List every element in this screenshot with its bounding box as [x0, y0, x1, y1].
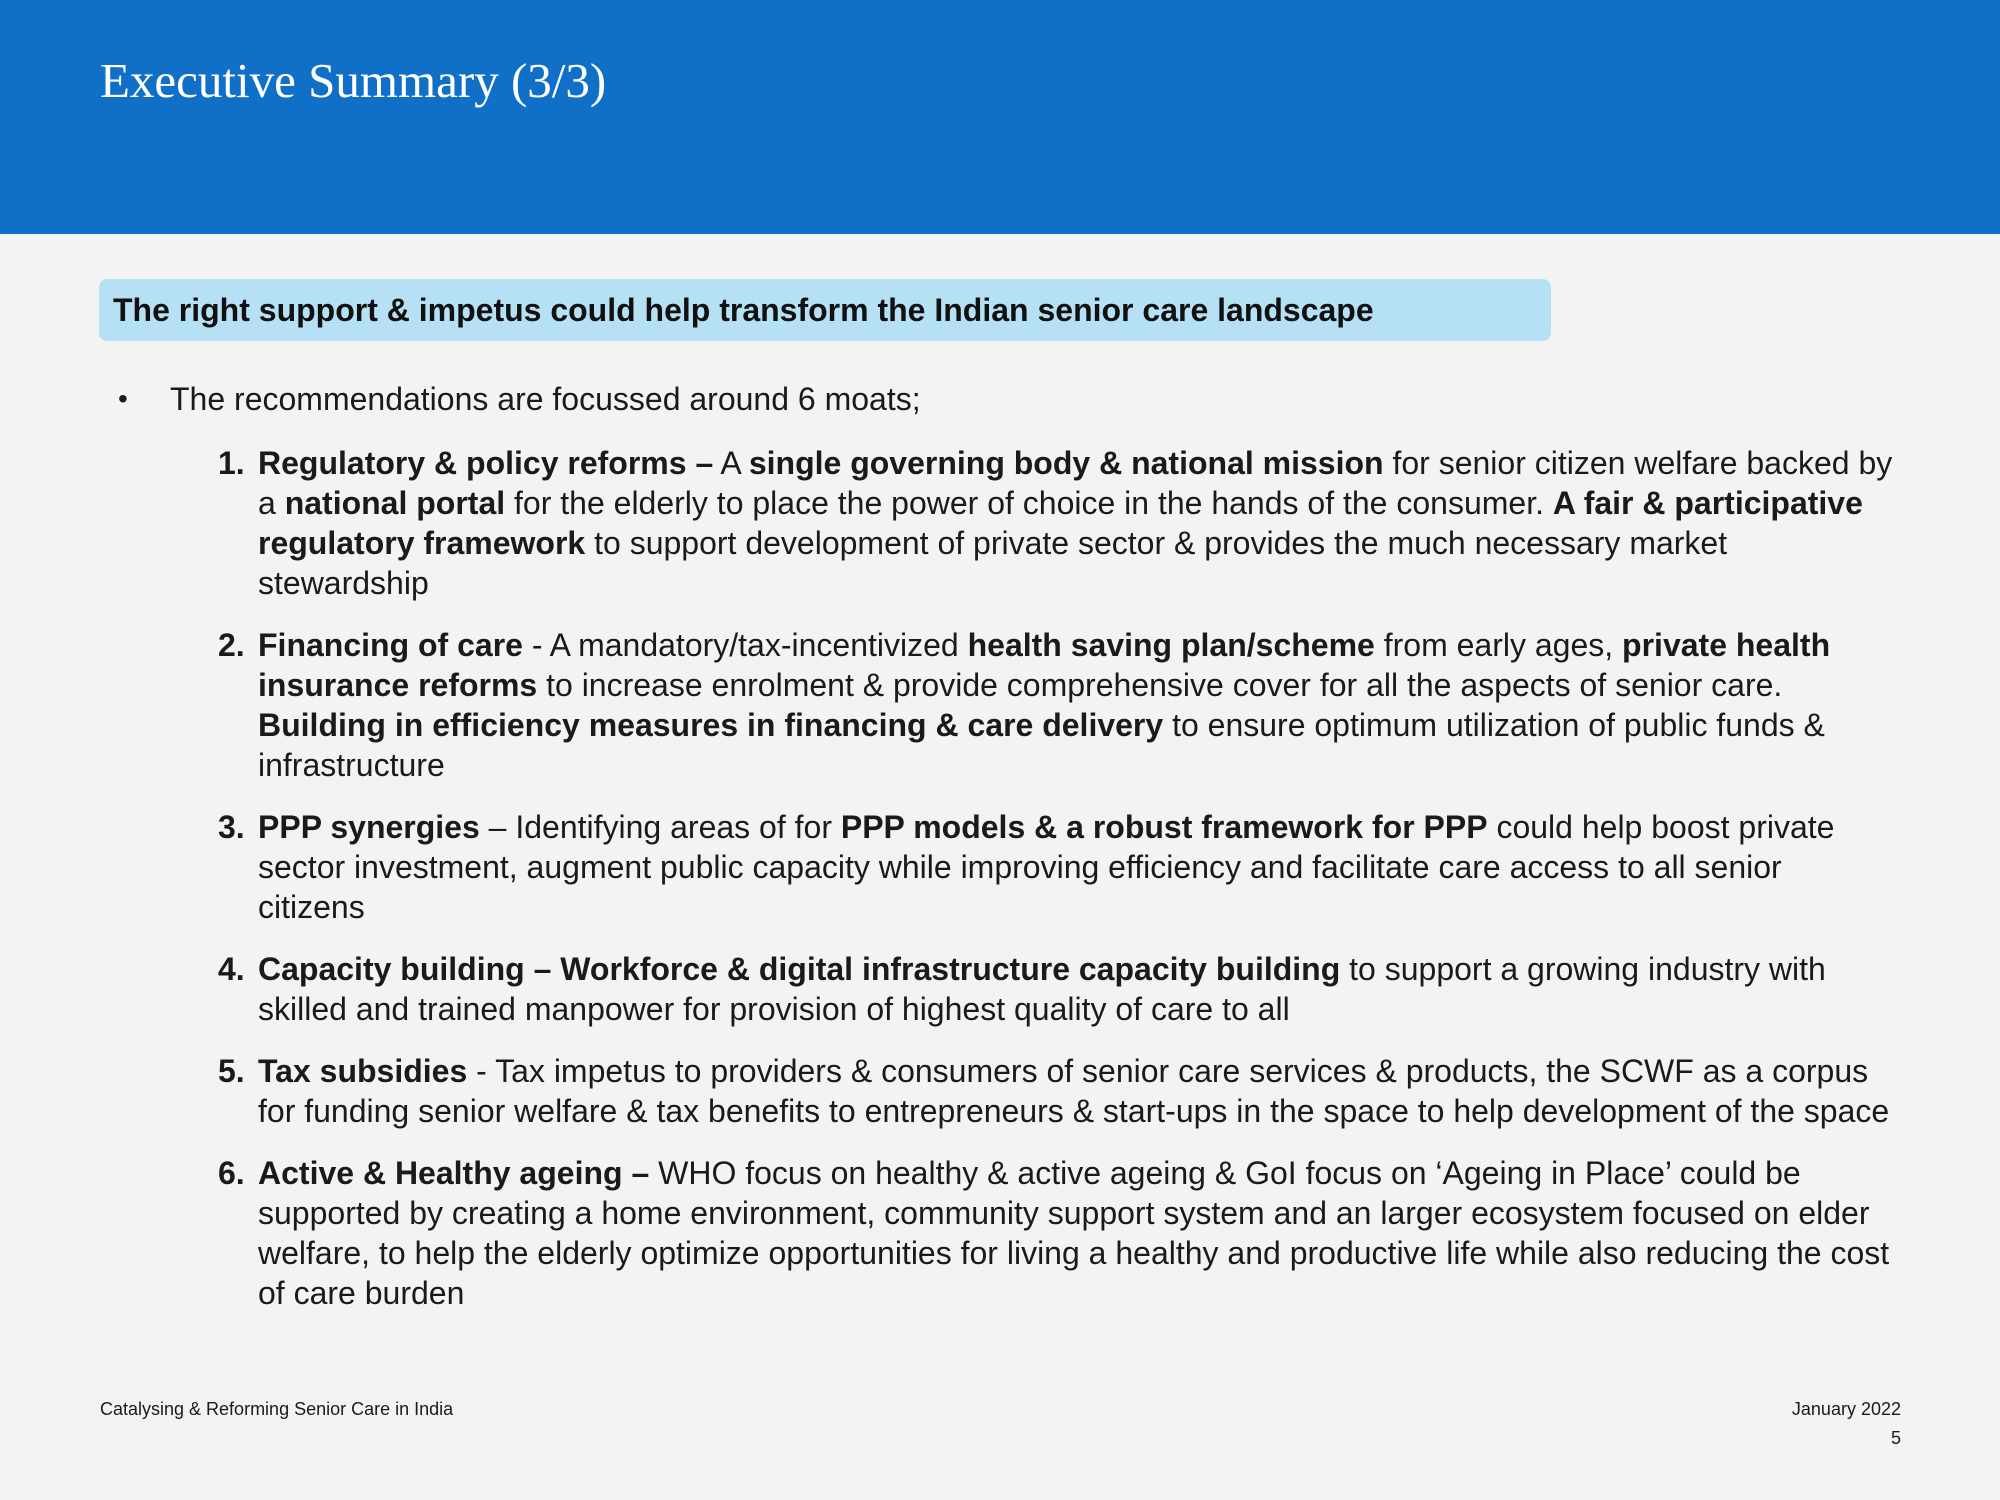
page-number: 5 — [1890, 1428, 1901, 1448]
key-message-callout — [99, 279, 1551, 341]
moat-item — [218, 1153, 1893, 1313]
header-band — [0, 0, 2000, 234]
moat-item — [218, 443, 1893, 603]
moat-text-regular: to support development of private sector & provides the much necessary market stewardship — [258, 525, 1728, 601]
moat-number: 2. — [218, 627, 245, 663]
bullet-marker: • — [118, 383, 128, 414]
moat-text-regular: for senior citizen welfare backed by a — [258, 445, 1893, 521]
moat-text-bold: Capacity building – Workforce & digital infrastructure capacity building — [258, 951, 1341, 987]
moat-text-regular: - A mandatory/tax-incentivized — [522, 627, 968, 663]
moat-number: 5. — [218, 1053, 245, 1089]
moat-text — [258, 445, 1892, 601]
moat-text — [258, 809, 1834, 925]
moat-text-bold: health saving plan/scheme — [967, 627, 1375, 663]
moat-text — [258, 1155, 1889, 1311]
moat-text — [258, 1053, 1889, 1129]
moat-text-bold: Active & Healthy ageing – — [258, 1155, 650, 1191]
moat-item — [218, 807, 1893, 927]
moat-text-bold: national portal — [284, 485, 506, 521]
moat-item — [218, 949, 1893, 1029]
moat-text-bold: Regulatory & policy reforms – — [258, 445, 714, 481]
moat-text-bold: Building in efficiency measures in financing & care delivery — [258, 707, 1164, 743]
moat-number: 4. — [218, 951, 245, 987]
moat-text-regular: to support a growing industry with skilled and trained manpower for provision of highest quality of care to all — [258, 951, 1826, 1027]
moat-text-bold: PPP synergies — [258, 809, 480, 845]
key-message-text: The right support & impetus could help transform the Indian senior care landscape — [113, 292, 1374, 328]
moat-text — [258, 951, 1826, 1027]
moat-text-bold: PPP models & a robust framework for PPP — [840, 809, 1488, 845]
moat-text-bold: A fair & participative regulatory framework — [258, 485, 1863, 561]
moat-text-bold: Financing of care — [258, 627, 523, 663]
page-title: Executive Summary (3/3) — [100, 53, 607, 108]
moat-text-bold: single governing body & national mission — [748, 445, 1384, 481]
moat-text-regular: – Identifying areas of for — [479, 809, 841, 845]
moat-text-regular: could help boost private sector investment, augment public capacity while improving efficiency and facilitate care access to all senior citizens — [258, 809, 1835, 925]
moat-text-regular: A — [713, 445, 749, 481]
moat-text — [258, 627, 1830, 783]
moat-number: 3. — [218, 809, 245, 845]
moat-text-regular: - Tax impetus to providers & consumers of senior care services & products, the SCWF as a corpus for funding senior welfare & tax benefits to entrepreneurs & start-ups in the space to help development of the space — [258, 1053, 1890, 1129]
moat-number: 1. — [218, 445, 245, 481]
moat-text-regular: WHO focus on healthy & active ageing & GoI focus on ‘Ageing in Place’ could be supported by creating a home environment, community support system and an larger ecosystem focused on elder welfare, to help the elderly optimize opportunities for living a healthy and productive life while also reducing the cost of care burden — [258, 1155, 1890, 1311]
moat-text-regular: from early ages, — [1374, 627, 1623, 663]
moat-text-regular: to ensure optimum utilization of public funds & infrastructure — [258, 707, 1825, 783]
moats-list — [218, 443, 1893, 1335]
moat-item — [218, 625, 1893, 785]
moat-text-regular: to increase enrolment & provide comprehensive cover for all the aspects of senior care. — [537, 667, 1783, 703]
moat-text-bold: private health insurance reforms — [258, 627, 1831, 703]
moat-text-regular: for the elderly to place the power of choice in the hands of the consumer. — [505, 485, 1553, 521]
footer-report-title: Catalysing & Reforming Senior Care in India — [100, 1399, 454, 1419]
moat-number: 6. — [218, 1155, 245, 1191]
moat-text-bold: Tax subsidies — [258, 1053, 468, 1089]
intro-text: The recommendations are focussed around 6 moats; — [170, 381, 921, 417]
footer-date: January 2022 — [1791, 1399, 1901, 1419]
moat-item — [218, 1051, 1893, 1131]
